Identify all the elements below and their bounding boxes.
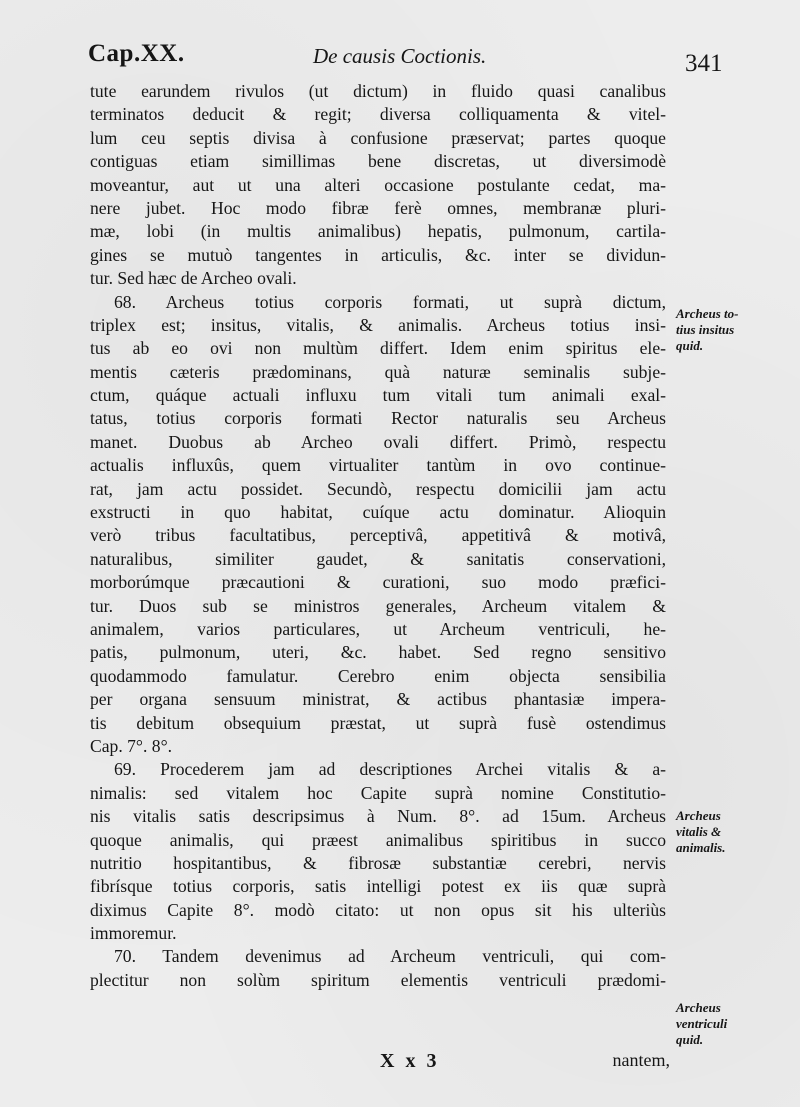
text-line: tatus, totius corporis formati Rector naturalis seu Archeus — [90, 408, 666, 429]
margin-note-line: Archeus to- — [676, 306, 739, 321]
page-footer — [90, 1050, 670, 1080]
margin-note-archeus-vitalis — [676, 808, 786, 856]
page-header — [88, 40, 738, 80]
text-line: quoque animalis, qui præest animalibus spiritibus in succo — [90, 829, 666, 850]
text-line: morborúmque præcautioni & curationi, suo modo præfici- — [90, 572, 666, 593]
text-line: Cap. 7°. 8°. — [90, 735, 172, 756]
margin-note-line: Archeus — [676, 1000, 721, 1015]
main-text — [90, 80, 666, 992]
margin-note-archeus-totius — [676, 306, 786, 354]
text-line: gines se mutuò tangentes in articulis, &c. inter se dividun- — [90, 244, 666, 265]
margin-note-line: quid. — [676, 1032, 704, 1047]
text-line: actualis influxûs, quem virtualiter tantùm in ovo continue- — [90, 455, 666, 476]
signature-mark: X x 3 — [380, 1050, 440, 1072]
text-line: tur. Sed hæc de Archeo ovali. — [90, 268, 297, 289]
margin-note-archeus-ventriculi — [676, 1000, 786, 1048]
text-line: nimalis: sed vitalem hoc Capite suprà nomine Constitutio- — [90, 782, 666, 803]
text-line: exstructi in quo habitat, cuíque actu dominatur. Alioquin — [90, 502, 666, 523]
text-line: quodammodo famulatur. Cerebro enim objecta sensibilia — [90, 665, 666, 686]
text-line: ctum, quáque actuali influxu tum vitali tum animali exal- — [90, 385, 666, 406]
margin-note-line: Archeus — [676, 808, 721, 823]
text-line: nis vitalis satis descripsimus à Num. 8°. ad 15um. Archeus — [90, 806, 666, 827]
text-line: nutritio hospitantibus, & fibrosæ substantiæ cerebri, nervis — [90, 852, 666, 873]
text-line: mentis cæteris prædominans, quà naturæ seminalis subje- — [90, 361, 666, 382]
text-line: nere jubet. Hoc modo fibræ ferè omnes, membranæ pluri- — [90, 197, 666, 218]
paragraph-70-start: 70. Tandem devenimus ad Archeum ventriculi, qui com- — [114, 946, 666, 967]
text-line: moveantur, aut ut una alteri occasione postulante cedat, ma- — [90, 174, 666, 195]
chapter-label: Cap.XX. — [88, 40, 185, 67]
text-line: fibrísque totius corporis, satis intelligi potest ex iis quæ suprà — [90, 876, 666, 897]
text-line: mæ, lobi (in multis animalibus) hepatis, pulmonum, cartila- — [90, 221, 666, 242]
text-line: patis, pulmonum, uteri, &c. habet. Sed regno sensitivo — [90, 642, 666, 663]
text-line: animalem, varios particulares, ut Archeum ventriculi, he- — [90, 618, 666, 639]
margin-note-line: quid. — [676, 338, 704, 353]
running-title: De causis Coctionis. — [313, 44, 487, 68]
text-line: lum ceu septis divisa à confusione præservat; partes quoque — [90, 127, 666, 148]
catchword: nantem, — [612, 1050, 670, 1070]
text-line: tis debitum obsequium præstat, ut suprà fusè ostendimus — [90, 712, 666, 733]
text-line: naturalibus, similiter gaudet, & sanitatis conservationi, — [90, 548, 666, 569]
text-line: tur. Duos sub se ministros generales, Archeum vitalem & — [90, 595, 666, 616]
page-number: 341 — [685, 50, 723, 77]
text-line: plectitur non solùm spiritum elementis ventriculi prædomi- — [90, 969, 666, 990]
text-line: rat, jam actu possidet. Secundò, respectu domicilii jam actu — [90, 478, 666, 499]
text-line: triplex est; insitus, vitalis, & animalis. Archeus totius insi- — [90, 314, 666, 335]
text-line: tus ab eo ovi non multùm differt. Idem enim spiritus ele- — [90, 338, 666, 359]
text-line: terminatos deducit & regit; diversa colliquamenta & vitel- — [90, 104, 666, 125]
text-line: immoremur. — [90, 923, 177, 944]
text-line: verò tribus facultatibus, perceptivâ, appetitivâ & motivâ, — [90, 525, 666, 546]
text-line: tute earundem rivulos (ut dictum) in fluido quasi canalibus — [90, 81, 666, 101]
margin-note-line: animalis. — [676, 840, 726, 855]
margin-note-line: ventriculi — [676, 1016, 728, 1031]
text-line: diximus Capite 8°. modò citato: ut non opus sit his ulteriùs — [90, 899, 666, 920]
paragraph-69-start: 69. Procederem jam ad descriptiones Archei vitalis & a- — [114, 759, 666, 780]
paragraph-68-start: 68. Archeus totius corporis formati, ut suprà dictum, — [114, 291, 666, 312]
text-line: per organa sensuum ministrat, & actibus phantasiæ impera- — [90, 689, 666, 710]
margin-note-line: vitalis & — [676, 824, 722, 839]
margin-note-line: tius insitus — [676, 322, 735, 337]
text-line: manet. Duobus ab Archeo ovali differt. Primò, respectu — [90, 431, 666, 452]
text-line: contiguas etiam simillimas bene discretas, ut diversimodè — [90, 151, 666, 172]
